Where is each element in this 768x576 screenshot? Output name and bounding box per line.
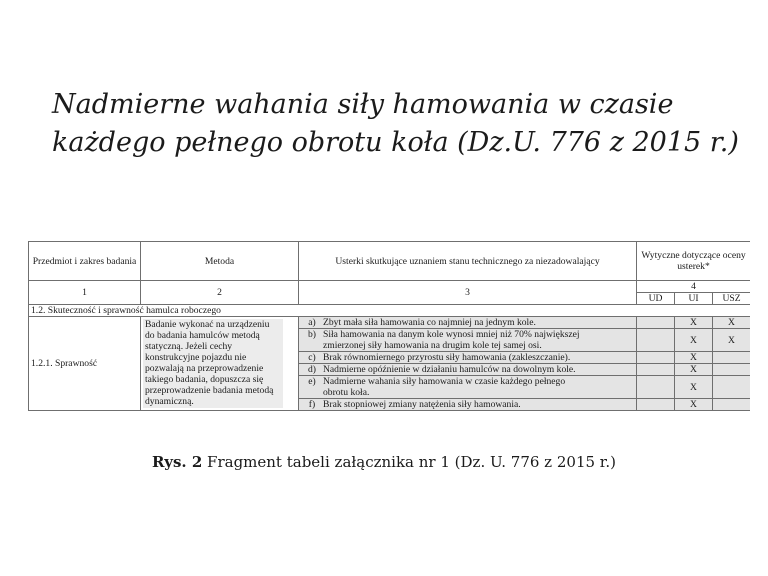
item-label: 1.2.1. Sprawność [29, 317, 141, 411]
defect-f [299, 399, 637, 411]
caption-text: Fragment tabeli załącznika nr 1 (Dz. U. 776 z 2015 r.) [202, 453, 616, 471]
grade-usz [713, 364, 751, 376]
column-number-4: 4 [637, 281, 751, 293]
grade-ud [637, 399, 675, 411]
figure-caption [0, 453, 768, 471]
method-line: przeprowadzenie badania metodą [145, 385, 274, 396]
caption-label: Rys. 2 [152, 453, 203, 471]
slide-title-line-2: każdego pełnego obrotu koła (Dz.U. 776 z 2015 r.) [52, 127, 739, 158]
grade-ud [637, 376, 675, 399]
regulation-table [28, 241, 750, 411]
header-defects: Usterki skutkujące uznaniem stanu technicznego za niezadowalający [299, 242, 637, 281]
defect-letter: e) [308, 376, 316, 387]
method-line: statyczną. Jeżeli cechy [145, 341, 233, 352]
grade-ui: X [675, 376, 713, 399]
method-line: do badania hamulców metodą [145, 330, 260, 341]
grade-usz [713, 376, 751, 399]
defect-letter: c) [308, 352, 316, 363]
defect-c [299, 352, 637, 364]
grade-ui: X [675, 364, 713, 376]
defect-text: Zbyt mała siła hamowania co najmniej na jednym kole. [323, 317, 536, 328]
method-description [143, 319, 283, 408]
header-row [29, 242, 751, 281]
grade-ud [637, 329, 675, 352]
grade-ud [637, 317, 675, 329]
column-number-1: 1 [29, 281, 141, 305]
grade-usz [713, 399, 751, 411]
grade-ud [637, 364, 675, 376]
method-cell [141, 317, 299, 411]
column-number-row [29, 281, 751, 293]
column-number-3: 3 [299, 281, 637, 305]
defect-text: Siła hamowania na danym kole wynosi mniej niż 70% największej [323, 329, 580, 340]
method-line: pozwalają na przeprowadzenie [145, 363, 264, 374]
defect-e [299, 376, 637, 399]
defect-letter: f) [308, 399, 316, 410]
defect-text: Brak stopniowej zmiany natężenia siły hamowania. [323, 399, 521, 410]
grade-header-ud: UD [637, 293, 675, 305]
slide-title-line-1: Nadmierne wahania siły hamowania w czasie [52, 89, 674, 120]
grade-usz [713, 352, 751, 364]
grade-ud [637, 352, 675, 364]
section-row [29, 305, 751, 317]
grade-header-ui: UI [675, 293, 713, 305]
grade-usz: X [713, 317, 751, 329]
section-title: 1.2. Skuteczność i sprawność hamulca roboczego [29, 305, 751, 317]
grade-header-usz: USZ [713, 293, 751, 305]
grade-usz: X [713, 329, 751, 352]
header-subject: Przedmiot i zakres badania [29, 242, 141, 281]
defect-text: Nadmierne wahania siły hamowania w czasie każdego pełnego [323, 376, 566, 387]
method-line: Badanie wykonać na urządzeniu [145, 319, 270, 330]
defect-letter: d) [308, 364, 316, 375]
defect-b [299, 329, 637, 352]
grade-ui: X [675, 399, 713, 411]
method-line: dynamiczną. [145, 396, 194, 407]
defect-text: Brak równomiernego przyrostu siły hamowania (zakleszczanie). [323, 352, 571, 363]
defect-letter: a) [308, 317, 316, 328]
defect-letter: b) [308, 329, 316, 340]
header-method: Metoda [141, 242, 299, 281]
defect-row-a [29, 317, 751, 329]
column-number-2: 2 [141, 281, 299, 305]
grade-ui: X [675, 352, 713, 364]
grade-ui: X [675, 329, 713, 352]
header-guidelines: Wytyczne dotyczące oceny usterek* [637, 242, 751, 281]
defect-a [299, 317, 637, 329]
method-line: konstrukcyjne pojazdu nie [145, 352, 247, 363]
method-line: takiego badania, dopuszcza się [145, 374, 264, 385]
defect-text: Nadmierne opóźnienie w działaniu hamulców na dowolnym kole. [323, 364, 576, 375]
slide-title [52, 86, 752, 162]
defect-d [299, 364, 637, 376]
defect-text-cont: zmierzonej siły hamowania na drugim kole tej samej osi. [323, 340, 542, 351]
grade-ui: X [675, 317, 713, 329]
regulation-table-figure [28, 241, 750, 421]
defect-text-cont: obrotu koła. [323, 387, 370, 398]
